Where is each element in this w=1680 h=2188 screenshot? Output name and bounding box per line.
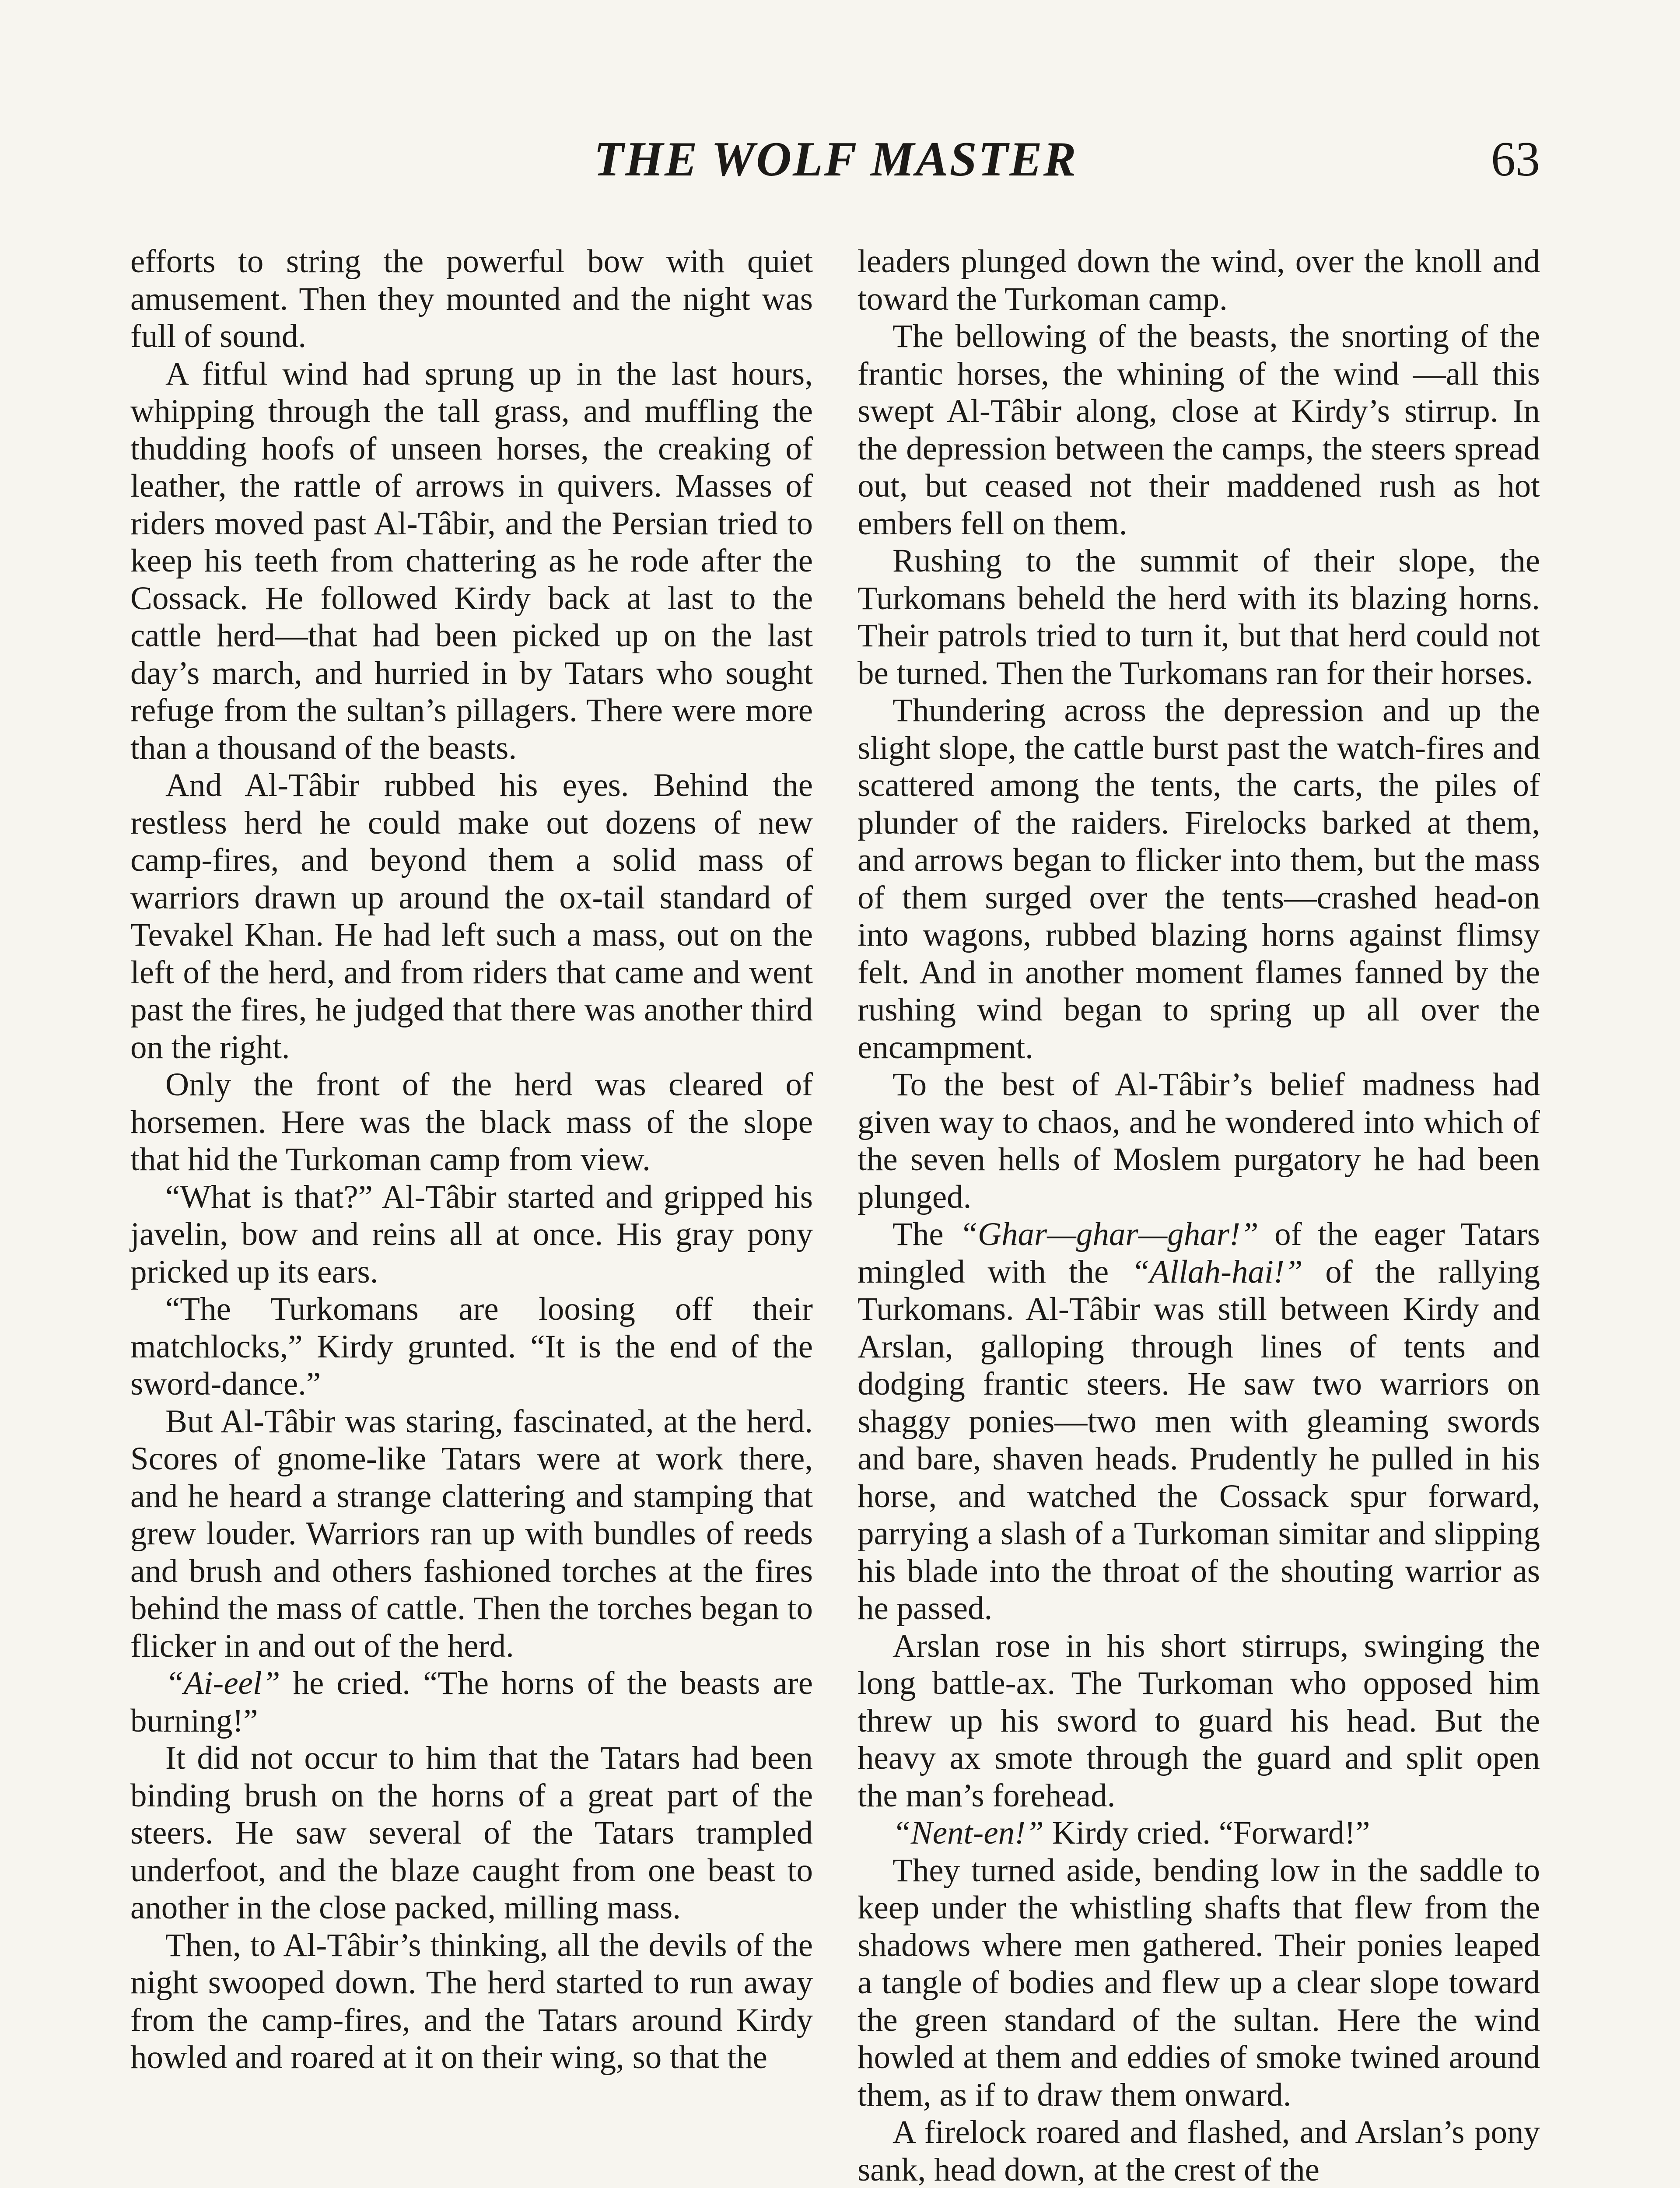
paragraph: [858, 1216, 1540, 1627]
paragraph: Then, to Al-Tâbir’s thinking, all the devils of the night swooped down. The herd started to run away from the camp-fires, and the Tatars around Kirdy howled and roared at it on their wing, so that the: [130, 1927, 813, 2076]
paragraph: The bellowing of the beasts, the snorting of the frantic horses, the whining of the wind —all this swept Al-Tâbir along, close at Kirdy’s stirrup. In the depression between the camps, the steers spread out, but ceased not their maddened rush as hot embers fell on them.: [858, 318, 1540, 542]
war-cry-italic: “Allah-hai!”: [1131, 1253, 1303, 1290]
paragraph: Thundering across the depression and up the slight slope, the cattle burst past the watch-fires and scattered among the tents, the carts, the piles of plunder of the raiders. Firelocks barked at them, and arrows began to flicker into them, but the mass of them surged over the tents—crashed head-on into wagons, rubbed blazing horns against flimsy felt. And in another moment flames fanned by the rushing wind began to spring up all over the encampment.: [858, 692, 1540, 1066]
paragraph-text: Kirdy cried. “Forward!”: [1043, 1815, 1370, 1851]
exclamation-italic: “Ai-eel”: [165, 1665, 280, 1701]
paragraph: But Al-Tâbir was staring, fascinated, at the herd. Scores of gnome-like Tatars were at work there, and he heard a strange clattering and stamping that grew louder. Warriors ran up with bundles of reeds and brush and others fashioned torches at the fires behind the mass of cattle. Then the torches began to flicker in and out of the herd.: [130, 1403, 813, 1664]
paragraph-text: he cried. “The horns of the beasts are burning!”: [130, 1665, 813, 1739]
paragraph: “The Turkomans are loosing off their matchlocks,” Kirdy grunted. “It is the end of the sword-dance.”: [130, 1291, 813, 1402]
paragraph: A fitful wind had sprung up in the last hours, whipping through the tall grass, and muffling the thudding hoofs of unseen horses, the creaking of leather, the rattle of arrows in quivers. Masses of riders moved past Al-Tâbir, and the Persian tried to keep his teeth from chattering as he rode after the Cossack. He followed Kirdy back at last to the cattle herd—that had been picked up on the last day’s march, and hurried in by Tatars who sought refuge from the sultan’s pillagers. There were more than a thousand of the beasts.: [130, 355, 813, 766]
paragraph: leaders plunged down the wind, over the knoll and toward the Turkoman camp.: [858, 243, 1540, 317]
paragraph: Arslan rose in his short stirrups, swinging the long battle-ax. The Turkoman who opposed him threw up his sword to guard his head. But the heavy ax smote through the guard and split open the man’s forehead.: [858, 1627, 1540, 1814]
paragraph: It did not occur to him that the Tatars had been binding brush on the horns of a great part of the steers. He saw several of the Tatars trampled underfoot, and the blaze caught from one beast to another in the close packed, milling mass.: [130, 1740, 813, 1926]
page-header: [131, 131, 1540, 206]
paragraph: “What is that?” Al-Tâbir started and gripped his javelin, bow and reins all at once. His gray pony pricked up its ears.: [130, 1178, 813, 1290]
paragraph: [130, 1665, 813, 1739]
paragraph-text: of the eager Tatars mingled with the: [858, 1216, 1540, 1290]
paragraph-text: The: [892, 1216, 960, 1252]
paragraph: efforts to string the powerful bow with quiet amusement. Then they mounted and the night was full of sound.: [130, 243, 813, 354]
right-column: [858, 243, 1540, 2188]
paragraph: And Al-Tâbir rubbed his eyes. Behind the restless herd he could make out dozens of new camp-fires, and beyond them a solid mass of warriors drawn up around the ox-tail standard of Tevakel Khan. He had left such a mass, out on the left of the herd, and from riders that came and went past the fires, he judged that there was another third on the right.: [130, 767, 813, 1066]
paragraph: A firelock roared and flashed, and Arslan’s pony sank, head down, at the crest of the: [858, 2114, 1540, 2188]
paragraph-text: of the rallying Turkomans. Al-Tâbir was still between Kirdy and Arslan, galloping through lines of tents and dodging frantic steers. He saw two warriors on shaggy ponies—two men with gleaming swords and bare, shaven heads. Prudently he pulled in his horse, and watched the Cossack spur forward, parrying a slash of a Turkoman simitar and slipping his blade into the throat of the shouting warrior as he passed.: [858, 1253, 1540, 1627]
paragraph: They turned aside, bending low in the saddle to keep under the whistling shafts that flew from the shadows where men gathered. Their ponies leaped a tangle of bodies and flew up a clear slope toward the green standard of the sultan. Here the wind howled at them and eddies of smoke twined around them, as if to draw them onward.: [858, 1852, 1540, 2113]
war-cry-italic: “Ghar—ghar—ghar!”: [959, 1216, 1259, 1252]
paragraph: Only the front of the herd was cleared of horsemen. Here was the black mass of the slope that hid the Turkoman camp from view.: [130, 1066, 813, 1178]
running-title: THE WOLF MASTER: [594, 132, 1078, 186]
paragraph: [858, 1814, 1540, 1852]
paragraph: To the best of Al-Tâbir’s belief madness had given way to chaos, and he wondered into which of the seven hells of Moslem purgatory he had been plunged.: [858, 1066, 1540, 1215]
exclamation-italic: “Nent-en!”: [892, 1815, 1044, 1851]
paragraph: Rushing to the summit of their slope, the Turkomans beheld the herd with its blazing horns. Their patrols tried to turn it, but that herd could not be turned. Then the Turkomans ran for their horses.: [858, 543, 1540, 691]
left-column: [130, 243, 813, 2188]
page-number: 63: [1491, 132, 1540, 186]
